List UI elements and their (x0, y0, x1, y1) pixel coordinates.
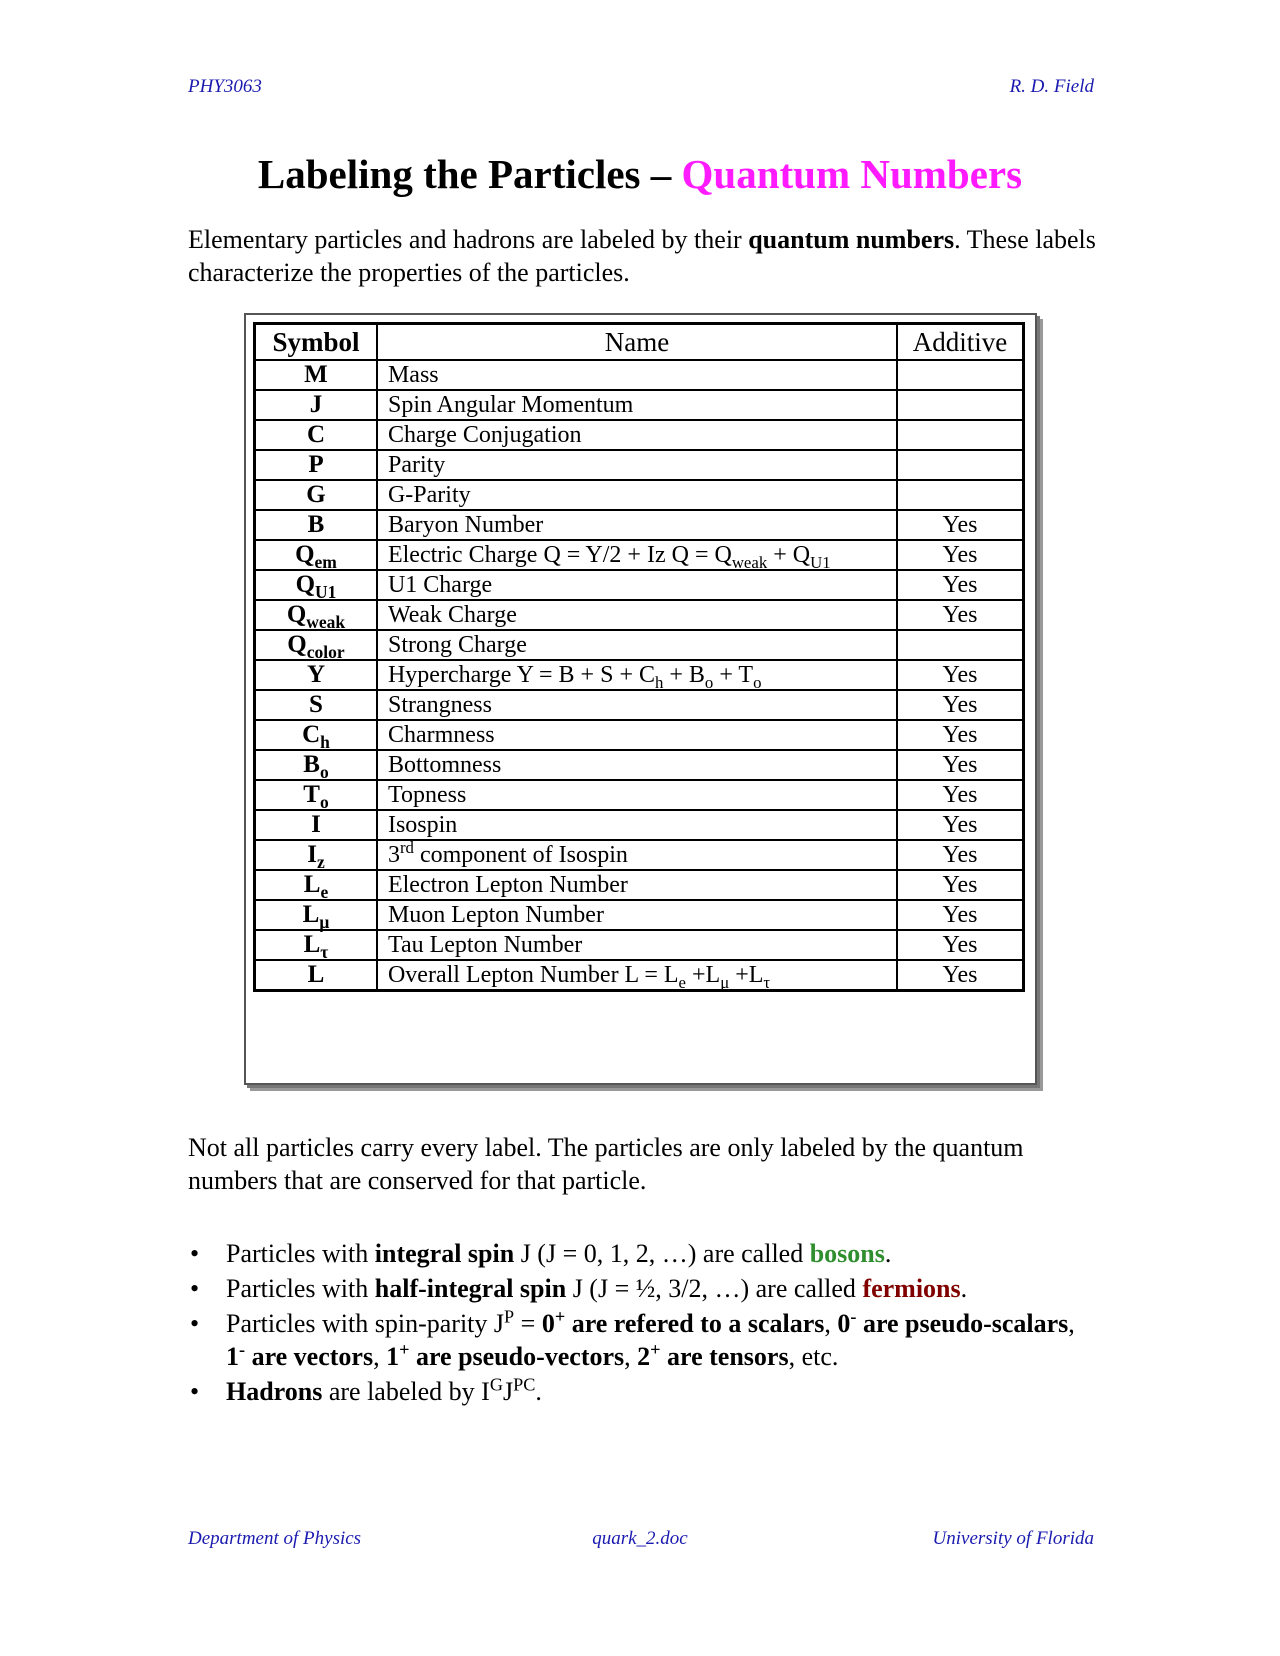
symbol-text: J (309, 391, 323, 418)
additive-cell (897, 450, 1024, 480)
name-text: U1 Charge (387, 572, 493, 598)
table-row (255, 870, 1024, 900)
b3-s2-sup: - (850, 1306, 857, 1327)
symbol-subscript: em (314, 552, 337, 572)
table-row (255, 570, 1024, 600)
b3-s1-text: are refered to a scalars (565, 1309, 825, 1338)
symbol-text: P (308, 451, 324, 478)
b3-s4-sup: + (399, 1339, 410, 1360)
name-cell (377, 690, 897, 720)
intro-bold: quantum numbers (748, 225, 955, 254)
table-row (255, 900, 1024, 930)
name-text-rest: +L (685, 962, 721, 988)
symbol-cell (255, 780, 377, 810)
title-main: Labeling the Particles – (257, 151, 682, 197)
symbol-cell (255, 450, 377, 480)
symbol-cell (255, 870, 377, 900)
symbol-text: Q (286, 601, 307, 628)
name-cell (377, 510, 897, 540)
additive-cell: Yes (897, 960, 1024, 991)
symbol-text: B (303, 751, 320, 778)
table-row (255, 960, 1024, 991)
symbol-text: S (309, 691, 323, 718)
name-cell (377, 960, 897, 991)
symbol-subscript: h (320, 732, 330, 752)
symbol-text: Q (295, 541, 315, 568)
table-row (255, 930, 1024, 960)
symbol-cell (255, 480, 377, 510)
b2-text-3: . (960, 1274, 968, 1303)
name-cell (377, 630, 897, 660)
b2-text-2: J (J = ½, 3/2, …) are called (566, 1274, 863, 1303)
name-cell (377, 420, 897, 450)
name-text: Charge Conjugation (387, 422, 582, 448)
name-text-rest-2: + T (713, 662, 754, 688)
list-item (188, 1272, 1088, 1305)
symbol-cell (255, 930, 377, 960)
intro-text-2: . These labels characterize the properties of the particles. (188, 225, 1096, 287)
list-item (188, 1307, 1088, 1373)
b1-bold: integral spin (374, 1239, 515, 1268)
symbol-cell (255, 660, 377, 690)
b1-text-2: J (J = 0, 1, 2, …) are called (514, 1239, 810, 1268)
name-cell (377, 540, 897, 570)
name-text: Hypercharge Y = B + S + C (387, 662, 655, 688)
note-paragraph: Not all particles carry every label. The particles are only labeled by the quantum numbers that are conserved for that particle. (188, 1133, 1024, 1195)
name-text: Strangness (387, 692, 492, 718)
additive-cell: Yes (897, 900, 1024, 930)
b3-s3: 1 (226, 1342, 239, 1371)
symbol-subscript: e (320, 882, 329, 902)
name-text: Muon Lepton Number (387, 902, 604, 928)
b3-s1-sup: + (554, 1306, 566, 1327)
symbol-cell (255, 360, 377, 390)
b4-sup-2: PC (513, 1374, 536, 1395)
additive-cell: Yes (897, 720, 1024, 750)
symbol-subscript: z (316, 852, 325, 872)
name-cell (377, 900, 897, 930)
name-cell (377, 660, 897, 690)
b4-text-2: J (502, 1377, 514, 1406)
symbol-text: B (307, 511, 325, 538)
table-row (255, 840, 1024, 870)
name-text-rest: + B (663, 662, 705, 688)
symbol-cell (255, 540, 377, 570)
table-row (255, 540, 1024, 570)
table-row (255, 510, 1024, 540)
name-text: Mass (387, 362, 439, 388)
table-row (255, 420, 1024, 450)
name-cell (377, 480, 897, 510)
symbol-cell (255, 570, 377, 600)
b3-comma-1: , (824, 1309, 838, 1338)
b3-sup: P (504, 1306, 515, 1327)
b1-bosons: bosons (809, 1239, 885, 1268)
name-text: Charmness (387, 722, 495, 748)
b2-fermions: fermions (862, 1274, 961, 1303)
symbol-text: Q (295, 571, 316, 598)
b4-text-3: . (535, 1377, 542, 1406)
name-superscript: rd (399, 838, 414, 857)
symbol-text: T (303, 781, 320, 808)
symbol-text: C (302, 721, 321, 748)
table-row (255, 390, 1024, 420)
symbol-text: I (307, 841, 317, 868)
symbol-cell (255, 810, 377, 840)
name-text: component of Isospin (413, 842, 628, 868)
symbol-text: C (306, 421, 326, 448)
intro-text: Elementary particles and hadrons are labeled by their (188, 225, 749, 254)
symbol-cell (255, 900, 377, 930)
b3-s2-text: are pseudo-scalars (856, 1309, 1069, 1338)
b4-bold: Hadrons (226, 1377, 323, 1406)
symbol-subscript: τ (320, 942, 329, 962)
name-text: Weak Charge (387, 602, 517, 628)
name-subscript-2: μ (720, 972, 730, 992)
list-item (188, 1237, 1088, 1270)
name-cell (377, 390, 897, 420)
name-cell (377, 870, 897, 900)
name-cell (377, 750, 897, 780)
symbol-text: Q (287, 631, 307, 658)
name-text-rest: + Q (767, 542, 811, 568)
symbol-subscript: μ (319, 912, 330, 932)
additive-cell: Yes (897, 810, 1024, 840)
symbol-text: Y (306, 661, 326, 688)
footer-university: University of Florida (932, 1528, 1094, 1549)
symbol-subscript: o (319, 792, 329, 812)
additive-cell (897, 360, 1024, 390)
b2-bold: half-integral spin (374, 1274, 567, 1303)
table-row (255, 720, 1024, 750)
symbol-subscript: color (306, 642, 345, 662)
name-subscript-3: o (753, 672, 762, 692)
footer-filename: quark_2.doc (592, 1528, 688, 1549)
symbol-text: G (306, 481, 326, 508)
additive-cell: Yes (897, 750, 1024, 780)
name-cell (377, 840, 897, 870)
symbol-text: L (302, 901, 320, 928)
symbol-cell (255, 840, 377, 870)
name-cell (377, 360, 897, 390)
additive-cell: Yes (897, 870, 1024, 900)
name-subscript: weak (731, 552, 768, 572)
name-text: Tau Lepton Number (387, 932, 583, 958)
name-cell (377, 780, 897, 810)
symbol-text: M (304, 361, 328, 388)
b3-s4-text: are pseudo-vectors (409, 1342, 625, 1371)
symbol-text: L (303, 871, 321, 898)
b3-s5-sup: + (650, 1339, 661, 1360)
footer-department: Department of Physics (188, 1528, 362, 1549)
name-text: G-Parity (387, 482, 471, 508)
symbol-subscript: weak (306, 612, 346, 632)
name-cell (377, 810, 897, 840)
table-row (255, 660, 1024, 690)
additive-cell: Yes (897, 930, 1024, 960)
name-cell (377, 570, 897, 600)
header-author: R. D. Field (1009, 76, 1094, 97)
name-text: Bottomness (387, 752, 502, 778)
symbol-cell (255, 420, 377, 450)
table-row (255, 750, 1024, 780)
b3-text-2: = (514, 1309, 542, 1338)
symbol-subscript: U1 (315, 582, 337, 602)
symbol-subscript: o (319, 762, 329, 782)
symbol-cell (255, 510, 377, 540)
b4-sup: G (489, 1374, 503, 1395)
title-accent: Quantum Numbers (681, 151, 1023, 197)
symbol-cell (255, 750, 377, 780)
additive-cell: Yes (897, 660, 1024, 690)
bullet-list (188, 1237, 1088, 1410)
additive-cell: Yes (897, 600, 1024, 630)
name-text-rest-2: +L (729, 962, 764, 988)
symbol-cell (255, 600, 377, 630)
b3-s5-text: are tensors (660, 1342, 789, 1371)
b3-s3-text: are vectors (245, 1342, 374, 1371)
name-text: Electron Lepton Number (387, 872, 628, 898)
b3-s4: 1 (386, 1342, 400, 1371)
b3-s2: 0 (837, 1309, 851, 1338)
symbol-cell (255, 720, 377, 750)
name-subscript-2: o (704, 672, 714, 692)
additive-cell: Yes (897, 510, 1024, 540)
b3-text: Particles with spin-parity J (226, 1309, 505, 1338)
symbol-cell (255, 960, 377, 991)
b3-s3-sup: - (239, 1339, 246, 1360)
symbol-cell (255, 630, 377, 660)
header-course: PHY3063 (188, 76, 262, 97)
additive-cell (897, 480, 1024, 510)
intro-paragraph (188, 223, 1108, 289)
table-row (255, 690, 1024, 720)
name-text: Parity (387, 452, 446, 478)
table-row (255, 600, 1024, 630)
name-cell (377, 720, 897, 750)
additive-cell: Yes (897, 840, 1024, 870)
table-header-row (255, 324, 1024, 361)
additive-cell (897, 630, 1024, 660)
header-additive: Additive (897, 324, 1024, 361)
table-row (255, 360, 1024, 390)
b3-comma-3: , (373, 1342, 387, 1371)
symbol-cell (255, 390, 377, 420)
additive-cell (897, 390, 1024, 420)
header-name: Name (377, 324, 897, 361)
b3-comma-2: , (1068, 1309, 1075, 1338)
list-item (188, 1375, 1088, 1408)
table-row (255, 480, 1024, 510)
name-subscript: e (678, 972, 686, 992)
b3-comma-4: , (624, 1342, 638, 1371)
symbol-cell (255, 690, 377, 720)
page-title (0, 150, 1280, 198)
name-subscript-3: τ (763, 972, 771, 992)
additive-cell: Yes (897, 570, 1024, 600)
b1-text-3: . (884, 1239, 892, 1268)
name-text: Topness (387, 782, 467, 808)
name-subscript: h (654, 672, 664, 692)
quantum-numbers-table (253, 322, 1025, 992)
b3-s5: 2 (637, 1342, 651, 1371)
header-symbol: Symbol (255, 324, 377, 361)
b3-s1: 0 (541, 1309, 555, 1338)
name-cell (377, 930, 897, 960)
symbol-text: L (303, 931, 321, 958)
table-row (255, 780, 1024, 810)
name-text: Isospin (387, 812, 458, 838)
table-row (255, 810, 1024, 840)
symbol-text: L (307, 961, 325, 988)
name-text: Baryon Number (387, 512, 544, 538)
name-text: Strong Charge (387, 632, 527, 658)
name-cell (377, 450, 897, 480)
name-cell (377, 600, 897, 630)
additive-cell: Yes (897, 540, 1024, 570)
name-subscript-2: U1 (810, 552, 831, 572)
name-text: Overall Lepton Number L = L (387, 962, 679, 988)
name-text: Spin Angular Momentum (387, 392, 634, 418)
b3-tail: , etc. (788, 1342, 839, 1371)
quantum-numbers-table-frame (244, 313, 1037, 1085)
name-text: Electric Charge Q = Y/2 + Iz Q = Q (387, 542, 732, 568)
b2-text: Particles with (226, 1274, 375, 1303)
additive-cell (897, 420, 1024, 450)
table-row (255, 450, 1024, 480)
additive-cell: Yes (897, 690, 1024, 720)
symbol-text: I (311, 811, 321, 838)
additive-cell: Yes (897, 780, 1024, 810)
b1-text: Particles with (226, 1239, 375, 1268)
name-prefix: 3 (387, 842, 400, 868)
table-row (255, 630, 1024, 660)
b4-text: are labeled by I (322, 1377, 490, 1406)
